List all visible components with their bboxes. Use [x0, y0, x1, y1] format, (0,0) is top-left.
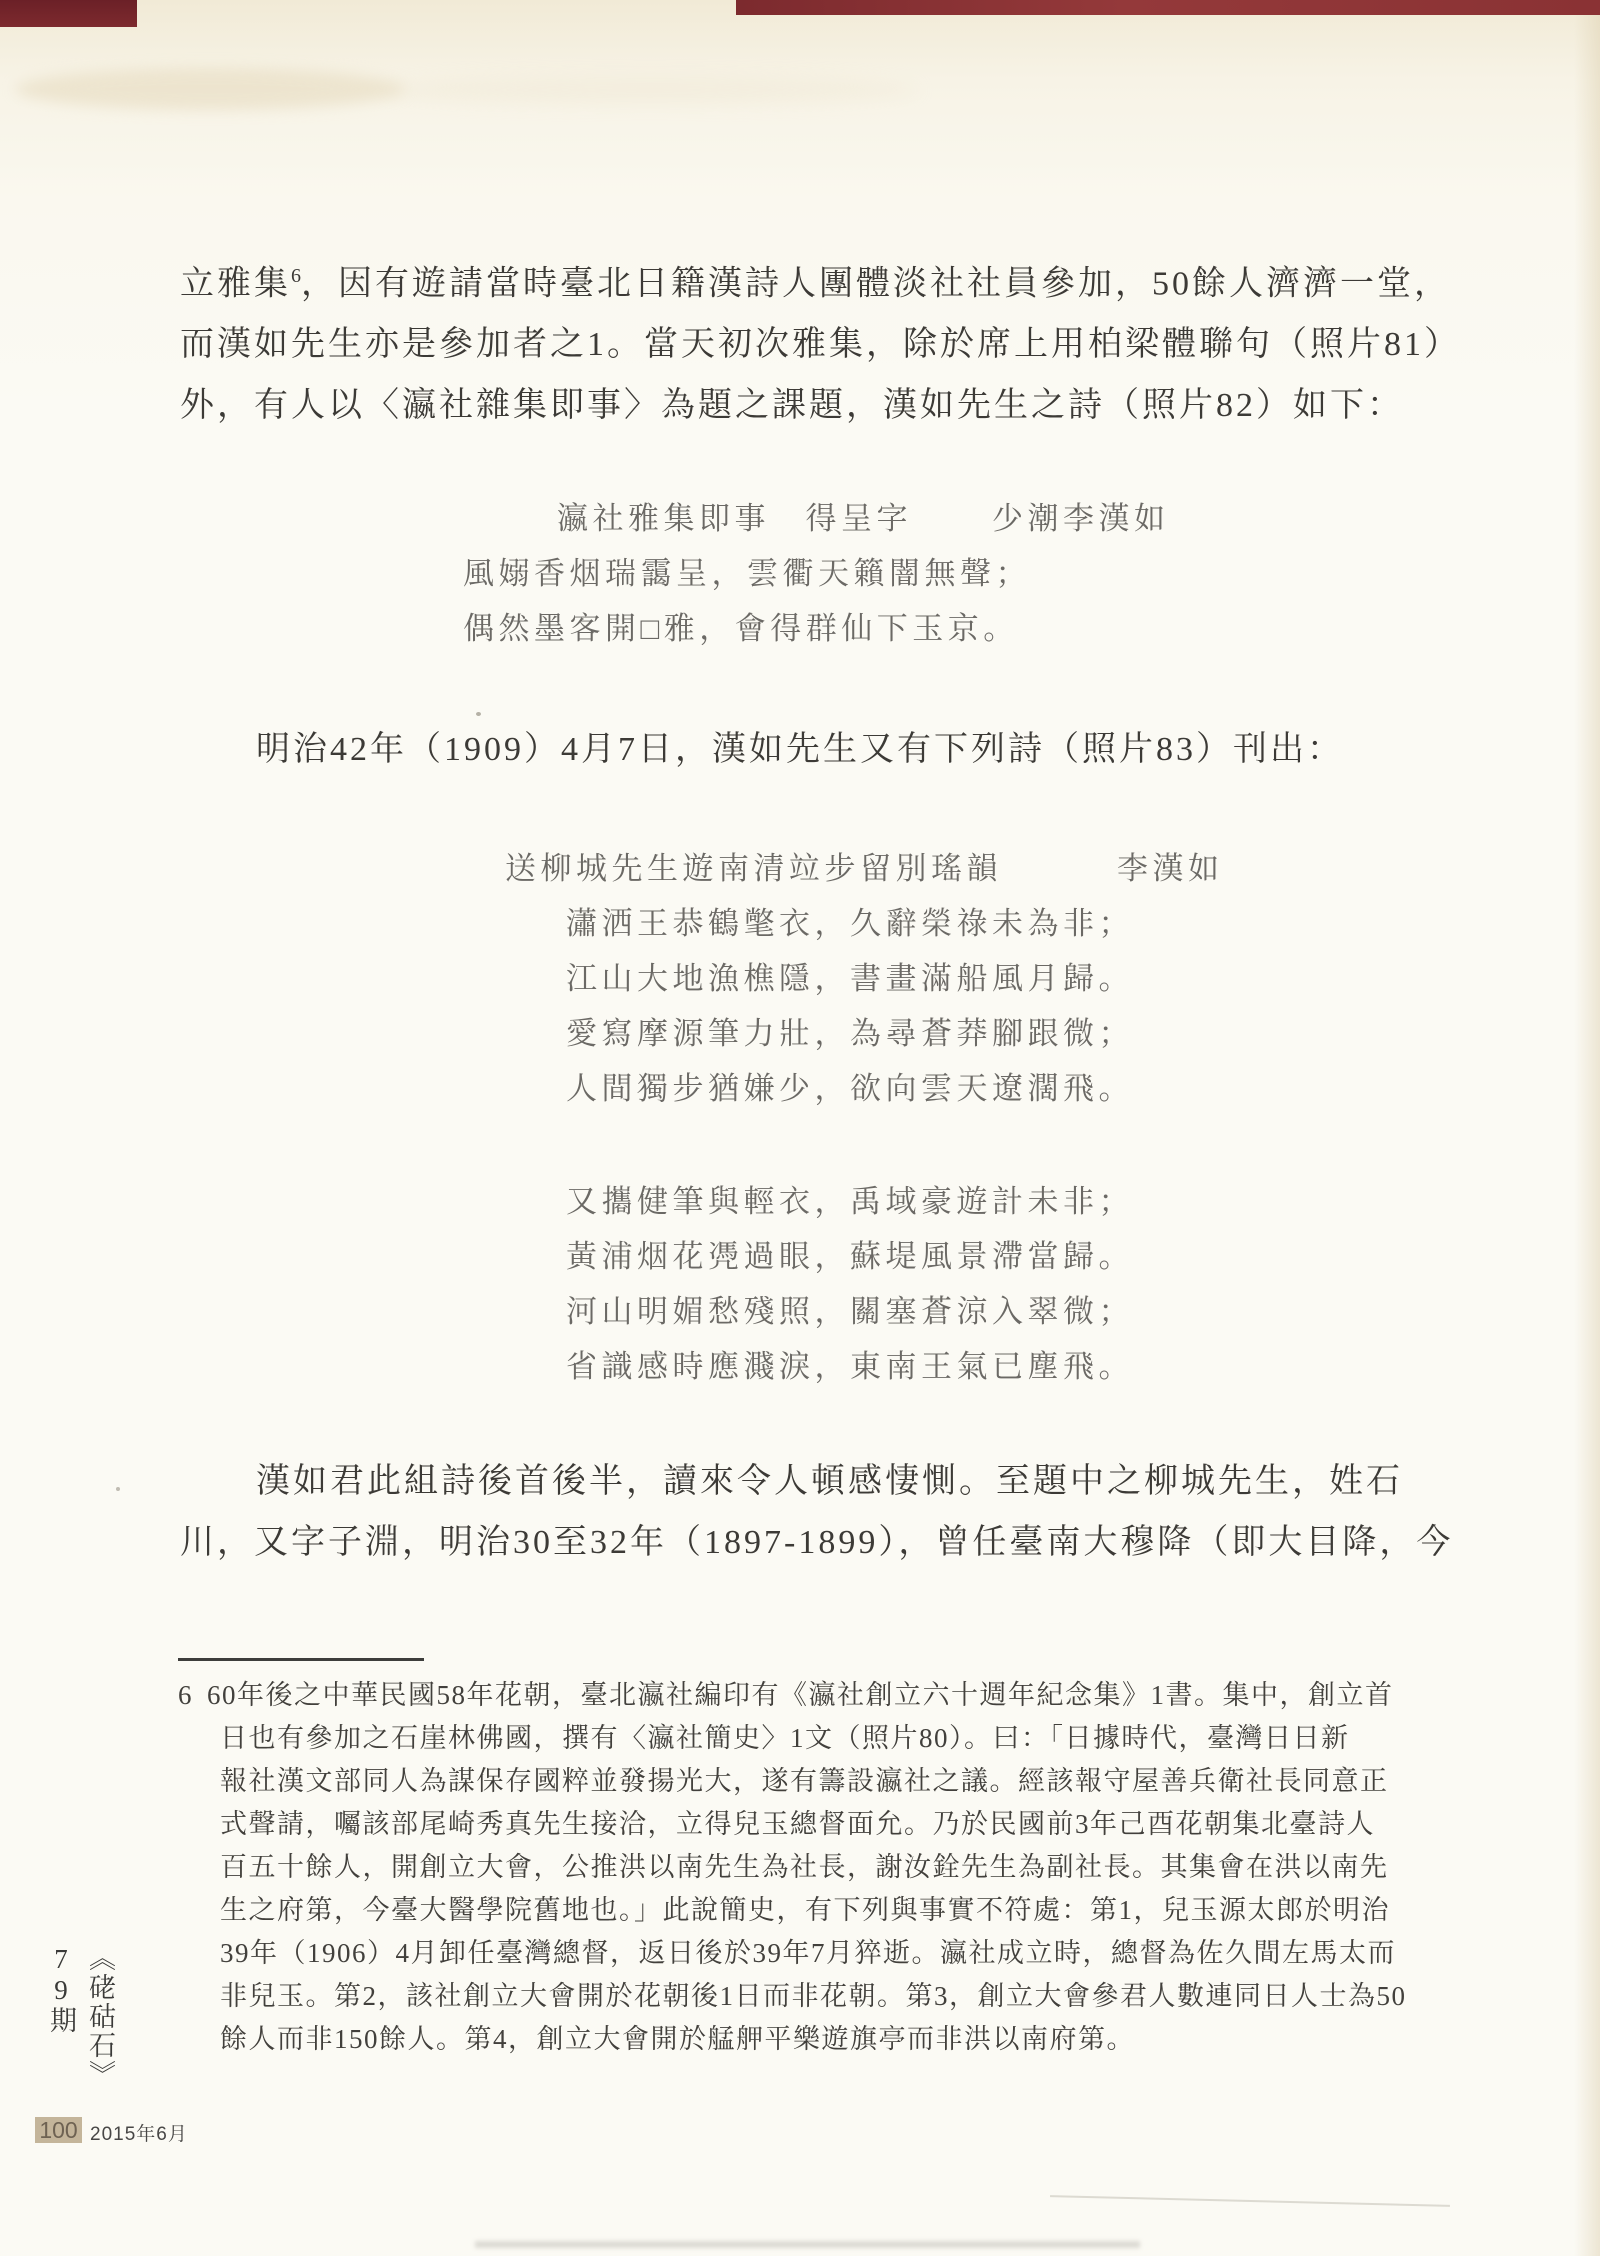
paragraph-1-line-1: [180, 246, 1480, 314]
footnote-line-6: 生之府第，今臺大醫學院舊地也。」此說簡史，有下列與事實不符處：第1，兒玉源太郎於明治: [220, 1895, 1390, 1925]
scan-artifact-red-bar-top-right: [736, 0, 1600, 15]
footnote-separator-rule: [178, 1658, 424, 1661]
poem-1-author: 少潮李漢如: [992, 501, 1170, 536]
poem-2-stanza-2-line-4: 省識感時應濺淚，東南王氣已塵飛。: [566, 1349, 1134, 1384]
footnote-marker: 6: [178, 1680, 193, 1710]
scan-artifact-smudge: [380, 76, 920, 104]
poem-2-author: 李漢如: [1117, 851, 1224, 886]
footnote-text: 60年後之中華民國58年花朝，臺北瀛社編印有《瀛社創立六十週年紀念集》1書。集中，創立首: [207, 1680, 1394, 1710]
paragraph-2: [180, 719, 1480, 780]
footnote-line-9: 餘人而非150餘人。第4，創立大會開於艋舺平樂遊旗亭而非洪以南府第。: [220, 2024, 1135, 2054]
poem-2-stanza-1-line-1: 瀟洒王恭鶴氅衣，久辭榮祿未為非；: [566, 906, 1134, 941]
paragraph-1-line-3: 外，有人以〈瀛社雜集即事〉為題之課題，漢如先生之詩（照片82）如下：: [180, 387, 1404, 425]
paragraph-1-line-2: 而漢如先生亦是參加者之1。當天初次雅集，除於席上用柏梁體聯句（照片81）: [180, 326, 1461, 364]
poem-2-stanza-1: [566, 896, 1134, 1116]
paragraph-3: [180, 1451, 1490, 1573]
poem-2-stanza-1-line-2: 江山大地漁樵隱，書畫滿船風月歸。: [566, 961, 1134, 996]
issue-number: 79: [46, 1944, 76, 2006]
poem-1-line-2: 偶然墨客開□雅，會得群仙下玉京。: [463, 611, 1019, 646]
issue-date: 2015年6月: [90, 2124, 188, 2145]
scan-artifact-red-bar-top-left: [0, 0, 137, 27]
poem-2-stanza-2: [566, 1174, 1134, 1394]
scan-artifact-bottom-streak: [475, 2241, 1140, 2248]
journal-title: 《硓𥑮石》: [85, 1944, 115, 2089]
poem-2-stanza-2-line-1: 又攜健筆與輕衣，禹域豪遊計未非；: [566, 1184, 1134, 1219]
poem-2-stanza-1-line-4: 人間獨步猶嫌少，欲向雲天遼濶飛。: [566, 1071, 1134, 1106]
issue-suffix: 期: [46, 2006, 76, 2035]
scan-artifact-right-edge: [1574, 0, 1600, 2256]
footnote-line-3: 報社漢文部同人為謀保存國粹並發揚光大，遂有籌設瀛社之議。經該報守屋善兵衛社長同意正: [220, 1766, 1389, 1796]
scan-artifact-speck: [476, 712, 481, 716]
poem-2-title: 送柳城先生遊南清竝步留別瑤韻: [505, 851, 1002, 886]
footnote-line-8: 非兒玉。第2，該社創立大會開於花朝後1日而非花朝。第3，創立大會參君人數連同日人士為50: [220, 1981, 1407, 2011]
paragraph-1-text: ，因有遊請當時臺北日籍漢詩人團體淡社社員參加，50餘人濟濟一堂，: [301, 265, 1451, 303]
poem-2-stanza-1-line-3: 愛寫摩源筆力壯，為尋蒼莽腳跟微；: [566, 1016, 1134, 1051]
paragraph-2-line-1: 明治42年（1909）4月7日，漢如先生又有下列詩（照片83）刊出：: [256, 731, 1344, 768]
footnote-line-2: 日也有參加之石崖林佛國，撰有〈瀛社簡史〉1文（照片80）。曰：「日據時代，臺灣日日新: [220, 1723, 1350, 1753]
footnote-block: [178, 1674, 1488, 2061]
page-number: 100: [39, 2117, 78, 2143]
footnote-line-1: [178, 1674, 1488, 1717]
paragraph-3-line-2: 川，又字子淵，明治30至32年（1897-1899），曾任臺南大穆降（即大目降，今: [180, 1524, 1454, 1561]
poem-2-stanza-2-line-3: 河山明媚愁殘照，關塞蒼涼入翠微；: [566, 1294, 1134, 1329]
footnote-line-5: 百五十餘人，開創立大會，公推洪以南先生為社長，謝汝銓先生為副社長。其集會在洪以南先: [220, 1852, 1389, 1882]
footnote-line-4: 式聲請，囑該部尾崎秀真先生接洽，立得兒玉總督面允。乃於民國前3年己酉花朝集北臺詩人: [220, 1809, 1375, 1839]
journal-title-vertical: [42, 1944, 120, 2124]
poem-1-line-1: 風嫋香烟瑞靄呈，雲衢天籟闇無聲；: [463, 556, 1031, 591]
poem-1-title-row: [557, 491, 1170, 546]
poem-1-body: [463, 546, 1031, 656]
page-number-box: [35, 2117, 82, 2143]
poem-2-stanza-2-line-2: 黃浦烟花凴過眼，蘇堤風景滯當歸。: [566, 1239, 1134, 1274]
scan-artifact-speck: [116, 1487, 120, 1491]
footnote-reference-6: 6: [291, 265, 301, 287]
paragraph-1-text: 立雅集: [180, 265, 291, 303]
paragraph-3-line-1: 漢如君此組詩後首後半，讀來令人頓感悽惻。至題中之柳城先生，姓石: [256, 1463, 1403, 1500]
footnote-line-7: 39年（1906）4月卸任臺灣總督，返日後於39年7月猝逝。瀛社成立時，總督為佐久間左馬太而: [220, 1938, 1396, 1968]
poem-2-title-row: [505, 841, 1224, 896]
poem-1-title: 瀛社雅集即事 得呈字: [557, 501, 912, 536]
paragraph-1: [180, 246, 1480, 436]
scan-artifact-smudge: [15, 68, 405, 110]
